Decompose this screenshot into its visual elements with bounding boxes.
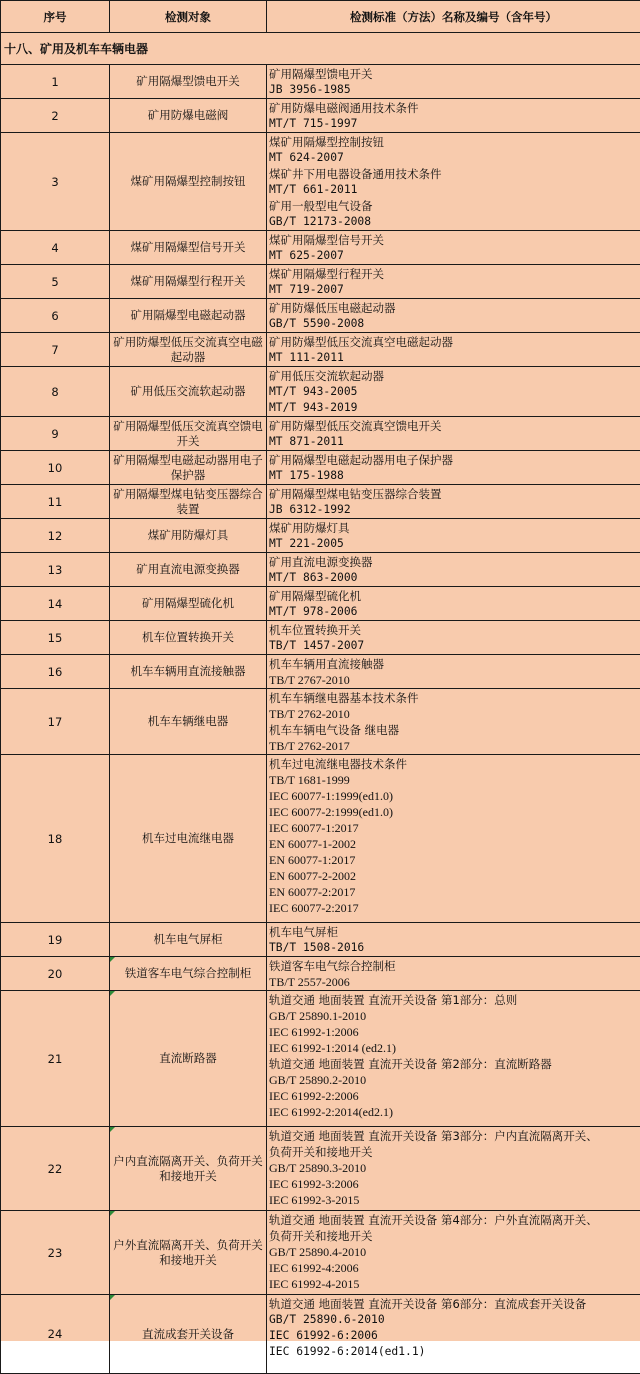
standard-line: 机车过电流继电器技术条件 bbox=[269, 756, 638, 772]
cell-object: 矿用隔爆型低压交流真空馈电开关 bbox=[110, 417, 267, 451]
table-row bbox=[1, 367, 640, 417]
standard-line: EN 60077-1:2017 bbox=[269, 852, 638, 868]
standard-line: IEC 61992-3:2006 bbox=[269, 1176, 638, 1192]
cell-seq: 21 bbox=[1, 991, 110, 1127]
standard-line: 矿用隔爆型硫化机 bbox=[269, 588, 638, 604]
cell-standard bbox=[267, 1127, 640, 1211]
cell-seq: 23 bbox=[1, 1211, 110, 1295]
table-row bbox=[1, 451, 640, 485]
standard-line: 矿用防爆型低压交流真空馈电开关 bbox=[269, 418, 638, 434]
standard-line: IEC 61992-1:2014 (ed2.1) bbox=[269, 1040, 638, 1056]
cell-seq: 6 bbox=[1, 299, 110, 333]
table-row bbox=[1, 231, 640, 265]
cell-object: 直流断路器 bbox=[110, 991, 267, 1127]
table-row bbox=[1, 1211, 640, 1295]
cell-standard bbox=[267, 587, 640, 621]
standard-line: 矿用隔爆型电磁起动器用电子保护器 bbox=[269, 452, 638, 468]
cell-object: 矿用隔爆型馈电开关 bbox=[110, 65, 267, 99]
table-row bbox=[1, 553, 640, 587]
standard-line: JB 3956-1985 bbox=[269, 82, 638, 98]
cell-standard bbox=[267, 1295, 640, 1374]
cell-standard bbox=[267, 65, 640, 99]
standard-line: 机车电气屏柜 bbox=[269, 924, 638, 940]
cell-object: 机车车辆用直流接触器 bbox=[110, 655, 267, 689]
table-row bbox=[1, 689, 640, 755]
cell-standard bbox=[267, 519, 640, 553]
standard-line: 负荷开关和接地开关 bbox=[269, 1144, 638, 1160]
cell-object: 户外直流隔离开关、负荷开关和接地开关 bbox=[110, 1211, 267, 1295]
standard-line: 煤矿用防爆灯具 bbox=[269, 520, 638, 536]
cell-seq: 15 bbox=[1, 621, 110, 655]
standard-line: IEC 60077-2:1999(ed1.0) bbox=[269, 804, 638, 820]
standard-line: MT 719-2007 bbox=[269, 282, 638, 298]
table-row bbox=[1, 133, 640, 231]
cell-object: 机车车辆继电器 bbox=[110, 689, 267, 755]
cell-object: 矿用防爆型低压交流真空电磁起动器 bbox=[110, 333, 267, 367]
standard-line: TB/T 2762-2010 bbox=[269, 706, 638, 722]
table-row bbox=[1, 417, 640, 451]
standard-line: MT/T 661-2011 bbox=[269, 182, 638, 198]
standard-line: 轨道交通 地面装置 直流开关设备 第4部分：户外直流隔离开关、 bbox=[269, 1212, 638, 1228]
standard-line: 矿用隔爆型煤电钻变压器综合装置 bbox=[269, 486, 638, 502]
cell-seq: 13 bbox=[1, 553, 110, 587]
section-title: 十八、矿用及机车车辆电器 bbox=[1, 33, 640, 65]
cell-seq: 7 bbox=[1, 333, 110, 367]
cell-object: 矿用隔爆型煤电钻变压器综合装置 bbox=[110, 485, 267, 519]
standard-line: 矿用防爆低压电磁起动器 bbox=[269, 300, 638, 316]
cell-object: 铁道客车电气综合控制柜 bbox=[110, 957, 267, 991]
table-row bbox=[1, 1295, 640, 1374]
cell-standard bbox=[267, 367, 640, 417]
table-row bbox=[1, 485, 640, 519]
cell-seq: 1 bbox=[1, 65, 110, 99]
cell-seq: 17 bbox=[1, 689, 110, 755]
standard-line: MT 624-2007 bbox=[269, 150, 638, 166]
standard-line: MT/T 943-2019 bbox=[269, 400, 638, 416]
standard-line: 矿用防爆型低压交流真空电磁起动器 bbox=[269, 334, 638, 350]
standard-line: IEC 61992-3-2015 bbox=[269, 1192, 638, 1208]
standard-line: MT/T 715-1997 bbox=[269, 116, 638, 132]
standard-line: MT 625-2007 bbox=[269, 248, 638, 264]
cell-object: 煤矿用隔爆型信号开关 bbox=[110, 231, 267, 265]
standard-line: 煤矿用隔爆型行程开关 bbox=[269, 266, 638, 282]
standard-line: TB/T 1508-2016 bbox=[269, 940, 638, 956]
cell-standard bbox=[267, 755, 640, 923]
standard-line: EN 60077-2-2002 bbox=[269, 868, 638, 884]
cell-seq: 11 bbox=[1, 485, 110, 519]
standard-line: IEC 61992-6:2014(ed1.1) bbox=[269, 1344, 638, 1360]
standard-line: GB/T 25890.4-2010 bbox=[269, 1244, 638, 1260]
standard-line: 机车车辆用直流接触器 bbox=[269, 656, 638, 672]
standard-line: 煤矿用隔爆型控制按钮 bbox=[269, 134, 638, 150]
cell-seq: 24 bbox=[1, 1295, 110, 1374]
table-row bbox=[1, 65, 640, 99]
standard-line: GB/T 25890.2-2010 bbox=[269, 1072, 638, 1088]
standard-line: MT 111-2011 bbox=[269, 350, 638, 366]
cell-seq: 9 bbox=[1, 417, 110, 451]
standard-line: 轨道交通 地面装置 直流开关设备 第2部分：直流断路器 bbox=[269, 1056, 638, 1072]
cell-seq: 18 bbox=[1, 755, 110, 923]
cell-object: 矿用低压交流软起动器 bbox=[110, 367, 267, 417]
cell-standard bbox=[267, 485, 640, 519]
standard-line: 矿用低压交流软起动器 bbox=[269, 368, 638, 384]
standard-line: 机车车辆继电器基本技术条件 bbox=[269, 690, 638, 706]
standard-line: 轨道交通 地面装置 直流开关设备 第1部分：总则 bbox=[269, 992, 638, 1008]
table-row bbox=[1, 1127, 640, 1211]
standard-line: MT/T 863-2000 bbox=[269, 570, 638, 586]
table-row bbox=[1, 621, 640, 655]
standard-line: EN 60077-1-2002 bbox=[269, 836, 638, 852]
cell-standard bbox=[267, 99, 640, 133]
cell-object: 机车电气屏柜 bbox=[110, 923, 267, 957]
standard-line: IEC 60077-1:2017 bbox=[269, 820, 638, 836]
table-row bbox=[1, 333, 640, 367]
cell-seq: 12 bbox=[1, 519, 110, 553]
standard-line: GB/T 25890.3-2010 bbox=[269, 1160, 638, 1176]
standard-line: IEC 60077-1:1999(ed1.0) bbox=[269, 788, 638, 804]
standard-line: GB/T 12173-2008 bbox=[269, 214, 638, 230]
header-row bbox=[1, 1, 640, 33]
cell-seq: 16 bbox=[1, 655, 110, 689]
section-row bbox=[1, 33, 640, 65]
cell-seq: 4 bbox=[1, 231, 110, 265]
cell-object: 矿用直流电源变换器 bbox=[110, 553, 267, 587]
table-row bbox=[1, 957, 640, 991]
header-standard: 检测标准（方法）名称及编号（含年号） bbox=[267, 1, 640, 33]
standard-line: TB/T 2557-2006 bbox=[269, 974, 638, 990]
table-row bbox=[1, 991, 640, 1127]
cell-object: 煤矿用防爆灯具 bbox=[110, 519, 267, 553]
cell-standard bbox=[267, 689, 640, 755]
table-row bbox=[1, 755, 640, 923]
standard-line: TB/T 1681-1999 bbox=[269, 772, 638, 788]
standard-line: GB/T 5590-2008 bbox=[269, 316, 638, 332]
standard-line: IEC 61992-1:2006 bbox=[269, 1024, 638, 1040]
standard-line: 矿用直流电源变换器 bbox=[269, 554, 638, 570]
standard-line: 煤矿用隔爆型信号开关 bbox=[269, 232, 638, 248]
cell-object: 矿用隔爆型电磁起动器用电子保护器 bbox=[110, 451, 267, 485]
standard-line: 轨道交通 地面装置 直流开关设备 第6部分：直流成套开关设备 bbox=[269, 1296, 638, 1312]
cell-object: 矿用防爆电磁阀 bbox=[110, 99, 267, 133]
table-row bbox=[1, 587, 640, 621]
standard-line: 矿用隔爆型馈电开关 bbox=[269, 66, 638, 82]
cell-seq: 19 bbox=[1, 923, 110, 957]
cell-object: 机车位置转换开关 bbox=[110, 621, 267, 655]
cell-object: 矿用隔爆型硫化机 bbox=[110, 587, 267, 621]
standard-line: GB/T 25890.6-2010 bbox=[269, 1312, 638, 1328]
cell-standard bbox=[267, 923, 640, 957]
cell-seq: 20 bbox=[1, 957, 110, 991]
standard-line: MT/T 943-2005 bbox=[269, 384, 638, 400]
cell-seq: 10 bbox=[1, 451, 110, 485]
table-row bbox=[1, 299, 640, 333]
standard-line: MT 221-2005 bbox=[269, 536, 638, 552]
standard-line: GB/T 25890.1-2010 bbox=[269, 1008, 638, 1024]
standard-line: EN 60077-2:2017 bbox=[269, 884, 638, 900]
cell-object: 煤矿用隔爆型行程开关 bbox=[110, 265, 267, 299]
table-row bbox=[1, 99, 640, 133]
cell-seq: 5 bbox=[1, 265, 110, 299]
standard-line: 机车车辆电气设备 继电器 bbox=[269, 722, 638, 738]
cell-object: 机车过电流继电器 bbox=[110, 755, 267, 923]
standard-line: IEC 61992-4:2006 bbox=[269, 1260, 638, 1276]
cell-standard bbox=[267, 231, 640, 265]
standard-line: 矿用一般型电气设备 bbox=[269, 198, 638, 214]
standard-line: 轨道交通 地面装置 直流开关设备 第3部分：户内直流隔离开关、 bbox=[269, 1128, 638, 1144]
cell-standard bbox=[267, 1211, 640, 1295]
cell-standard bbox=[267, 299, 640, 333]
standard-line: IEC 61992-4-2015 bbox=[269, 1276, 638, 1292]
table-row bbox=[1, 923, 640, 957]
header-object: 检测对象 bbox=[110, 1, 267, 33]
header-seq: 序号 bbox=[1, 1, 110, 33]
cell-standard bbox=[267, 957, 640, 991]
cell-object: 户内直流隔离开关、负荷开关和接地开关 bbox=[110, 1127, 267, 1211]
cell-standard bbox=[267, 655, 640, 689]
cell-standard bbox=[267, 133, 640, 231]
standard-line: JB 6312-1992 bbox=[269, 502, 638, 518]
cell-standard bbox=[267, 333, 640, 367]
cell-seq: 14 bbox=[1, 587, 110, 621]
standard-line: IEC 60077-2:2017 bbox=[269, 900, 638, 916]
cell-object: 煤矿用隔爆型控制按钮 bbox=[110, 133, 267, 231]
cell-standard bbox=[267, 451, 640, 485]
cell-standard bbox=[267, 621, 640, 655]
standard-line: 铁道客车电气综合控制柜 bbox=[269, 958, 638, 974]
standard-line: 负荷开关和接地开关 bbox=[269, 1228, 638, 1244]
standard-line: MT 175-1988 bbox=[269, 468, 638, 484]
cell-seq: 22 bbox=[1, 1127, 110, 1211]
cell-object: 矿用隔爆型电磁起动器 bbox=[110, 299, 267, 333]
cell-object: 直流成套开关设备 bbox=[110, 1295, 267, 1374]
table-row bbox=[1, 655, 640, 689]
standard-line: IEC 61992-2:2014(ed2.1) bbox=[269, 1104, 638, 1120]
cell-seq: 3 bbox=[1, 133, 110, 231]
cell-standard bbox=[267, 417, 640, 451]
standard-line: IEC 61992-2:2006 bbox=[269, 1088, 638, 1104]
table-row bbox=[1, 265, 640, 299]
standard-line: TB/T 2767-2010 bbox=[269, 672, 638, 688]
standard-line: TB/T 2762-2017 bbox=[269, 738, 638, 754]
standard-line: 矿用防爆电磁阀通用技术条件 bbox=[269, 100, 638, 116]
table-row bbox=[1, 519, 640, 553]
standard-line: MT 871-2011 bbox=[269, 434, 638, 450]
standard-line: MT/T 978-2006 bbox=[269, 604, 638, 620]
cell-standard bbox=[267, 265, 640, 299]
cell-standard bbox=[267, 553, 640, 587]
standard-line: 机车位置转换开关 bbox=[269, 622, 638, 638]
cell-seq: 2 bbox=[1, 99, 110, 133]
cell-standard bbox=[267, 991, 640, 1127]
cell-seq: 8 bbox=[1, 367, 110, 417]
standard-line: 煤矿井下用电器设备通用技术条件 bbox=[269, 166, 638, 182]
standard-line: TB/T 1457-2007 bbox=[269, 638, 638, 654]
standard-line: IEC 61992-6:2006 bbox=[269, 1328, 638, 1344]
